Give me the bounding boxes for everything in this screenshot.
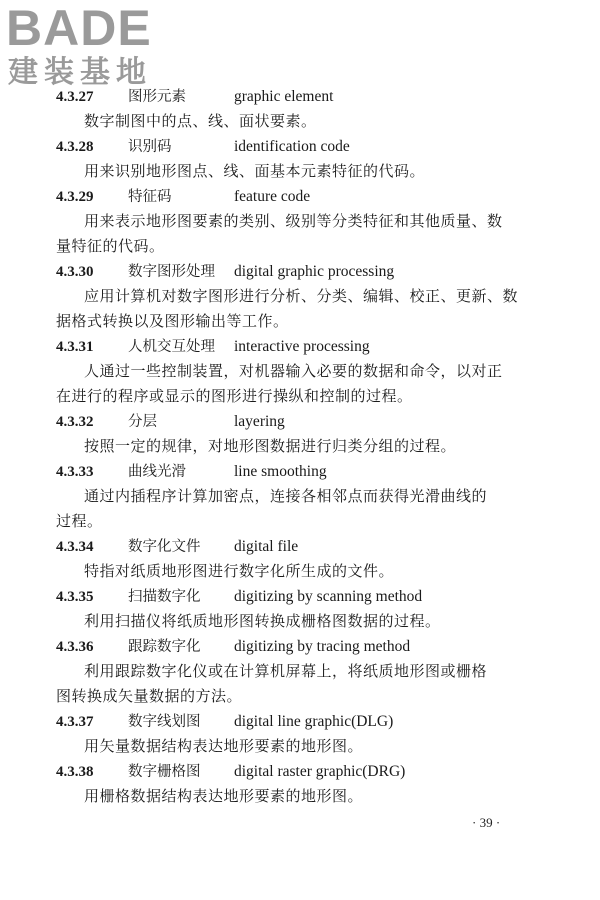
- term-definition: [56, 484, 546, 534]
- term-english: line smoothing: [234, 463, 327, 480]
- term-chinese: 曲线光滑: [128, 464, 186, 480]
- term-number: 4.3.27: [56, 89, 94, 105]
- term-chinese: 特征码: [128, 189, 172, 205]
- definition-line: 用来表示地形图要素的类别、级别等分类特征和其他质量、数: [84, 212, 503, 230]
- term-english: digital line graphic(DLG): [234, 713, 394, 730]
- term-heading: [56, 584, 546, 609]
- definition-line: 特指对纸质地形图进行数字化所生成的文件。: [84, 562, 395, 580]
- definition-line: 在进行的程序或显示的图形进行操纵和控制的过程。: [56, 387, 413, 405]
- term-chinese: 数字图形处理: [128, 264, 215, 280]
- term-definition: [56, 784, 546, 809]
- term-number: 4.3.29: [56, 189, 94, 205]
- definition-line: 数字制图中的点、线、面状要素。: [84, 112, 317, 130]
- term-definition: [56, 109, 546, 134]
- term-definition: [56, 159, 546, 184]
- term-number: 4.3.30: [56, 264, 94, 280]
- term-number: 4.3.38: [56, 764, 94, 780]
- term-number: 4.3.31: [56, 339, 94, 355]
- term-english: identification code: [234, 138, 350, 155]
- definition-line: 按照一定的规律，对地形图数据进行归类分组的过程。: [84, 437, 457, 455]
- definition-line: 应用计算机对数字图形进行分析、分类、编辑、校正、更新、数: [84, 287, 519, 305]
- term-heading: [56, 134, 546, 159]
- watermark-logo: [6, 2, 176, 94]
- term-english: layering: [234, 413, 285, 430]
- definition-line: 利用跟踪数字化仪或在计算机屏幕上，将纸质地形图或栅格: [84, 662, 488, 680]
- term-heading: [56, 459, 546, 484]
- term-chinese: 扫描数字化: [128, 589, 201, 605]
- term-chinese: 数字线划图: [128, 714, 201, 730]
- term-heading: [56, 334, 546, 359]
- definition-line: 用矢量数据结构表达地形要素的地形图。: [84, 737, 364, 755]
- term-definition: [56, 734, 546, 759]
- term-english: interactive processing: [234, 338, 370, 355]
- term-number: 4.3.36: [56, 639, 94, 655]
- term-english: digital file: [234, 538, 299, 555]
- term-english: digitizing by tracing method: [234, 638, 411, 655]
- term-definition: [56, 434, 546, 459]
- term-number: 4.3.35: [56, 589, 94, 605]
- term-english: graphic element: [234, 88, 334, 105]
- glossary-entries: [56, 84, 546, 809]
- term-chinese: 数字化文件: [128, 539, 201, 555]
- page-number: · 39 ·: [472, 815, 501, 830]
- term-number: 4.3.28: [56, 139, 94, 155]
- term-definition: [56, 209, 546, 259]
- definition-line: 过程。: [56, 512, 103, 530]
- term-english: digitizing by scanning method: [234, 588, 423, 605]
- term-heading: [56, 84, 546, 109]
- term-number: 4.3.33: [56, 464, 94, 480]
- logo-subtitle: 建装基地: [8, 55, 152, 90]
- term-english: digital raster graphic(DRG): [234, 763, 406, 780]
- definition-line: 据格式转换以及图形输出等工作。: [56, 312, 289, 330]
- term-heading: [56, 709, 546, 734]
- term-definition: [56, 609, 546, 634]
- term-chinese: 图形元素: [128, 89, 186, 105]
- term-definition: [56, 659, 546, 709]
- definition-line: 通过内插程序计算加密点，连接各相邻点而获得光滑曲线的: [84, 487, 488, 505]
- term-number: 4.3.32: [56, 414, 94, 430]
- term-number: 4.3.34: [56, 539, 94, 555]
- definition-line: 用来识别地形图点、线、面基本元素特征的代码。: [84, 162, 426, 180]
- definition-line: 人通过一些控制装置，对机器输入必要的数据和命令，以对正: [84, 362, 503, 380]
- term-chinese: 分层: [128, 414, 157, 430]
- term-heading: [56, 409, 546, 434]
- term-english: feature code: [234, 188, 311, 205]
- term-heading: [56, 634, 546, 659]
- term-heading: [56, 534, 546, 559]
- term-heading: [56, 759, 546, 784]
- definition-line: 用栅格数据结构表达地形要素的地形图。: [84, 787, 364, 805]
- term-definition: [56, 559, 546, 584]
- definition-line: 图转换成矢量数据的方法。: [56, 687, 243, 705]
- term-chinese: 识别码: [128, 139, 172, 155]
- term-chinese: 人机交互处理: [128, 339, 215, 355]
- term-chinese: 跟踪数字化: [128, 639, 201, 655]
- term-heading: [56, 184, 546, 209]
- definition-line: 利用扫描仪将纸质地形图转换成栅格图数据的过程。: [84, 612, 441, 630]
- term-number: 4.3.37: [56, 714, 94, 730]
- term-english: digital graphic processing: [234, 263, 395, 280]
- term-definition: [56, 284, 546, 334]
- term-chinese: 数字栅格图: [128, 764, 201, 780]
- logo-wordmark: BADE: [6, 0, 152, 56]
- definition-line: 量特征的代码。: [56, 237, 165, 255]
- term-heading: [56, 259, 546, 284]
- term-definition: [56, 359, 546, 409]
